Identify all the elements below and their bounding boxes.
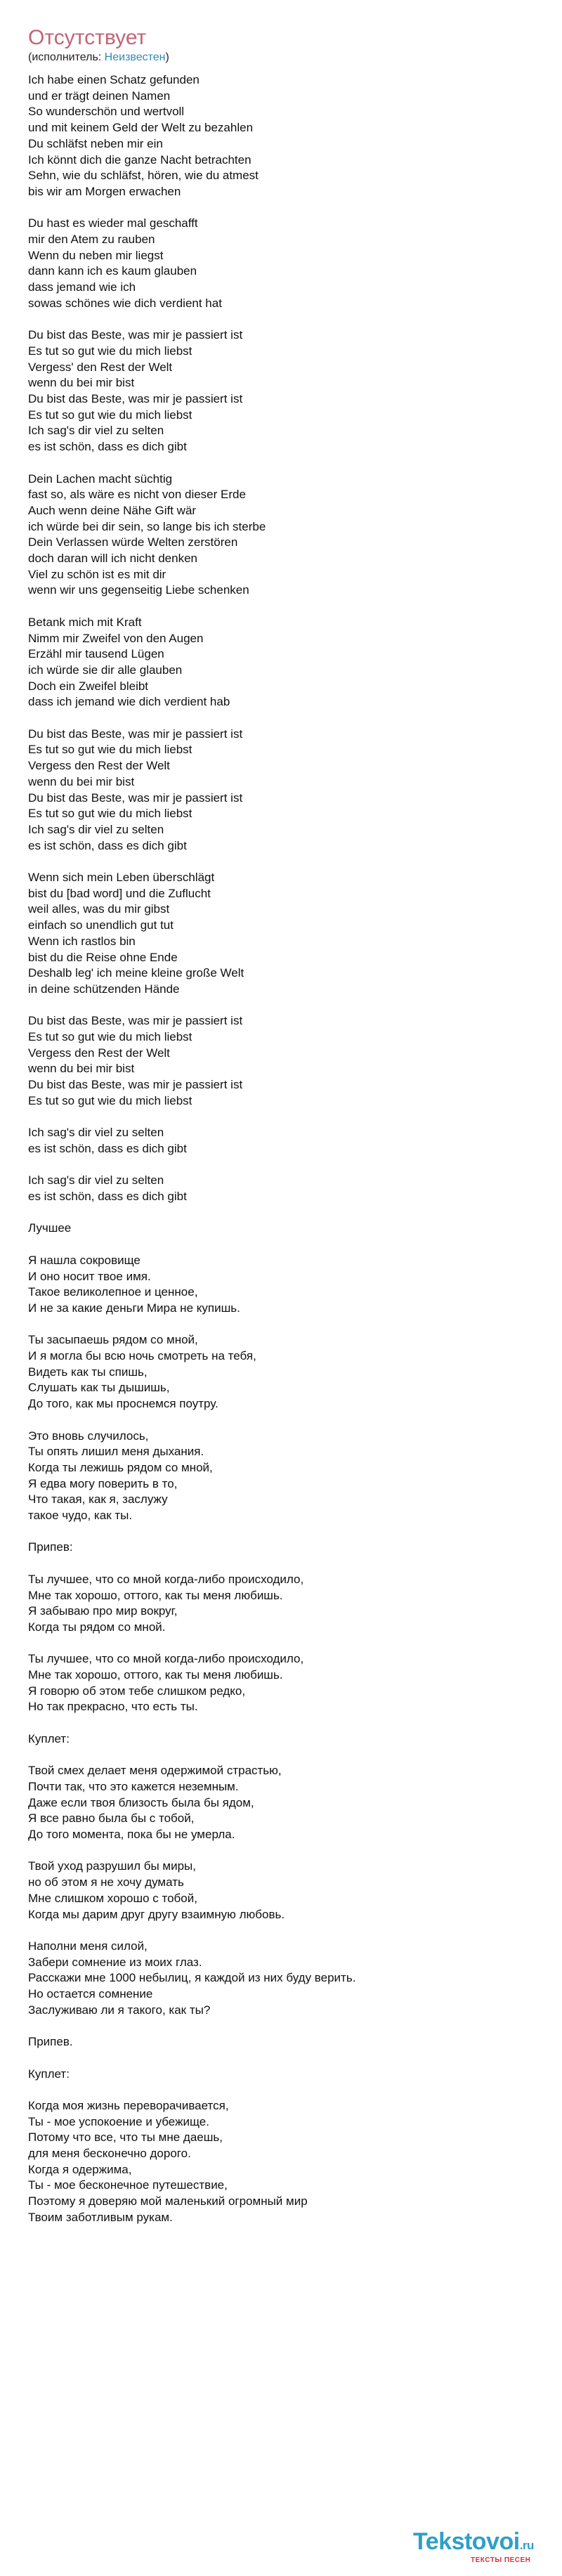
lyrics-stanza <box>28 1253 548 1317</box>
lyrics-line: Sehn, wie du schläfst, hören, wie du atmest <box>28 169 259 183</box>
lyrics-line: Когда ты рядом со мной. <box>28 1620 166 1634</box>
lyrics-line: sowas schönes wie dich verdient hat <box>28 296 222 310</box>
lyrics-stanza <box>28 615 548 710</box>
lyrics-text <box>28 72 548 2242</box>
performer-line <box>28 50 169 65</box>
lyrics-line: Doch ein Zweifel bleibt <box>28 679 149 693</box>
lyrics-line: bist du die Reise ohne Ende <box>28 950 178 964</box>
lyrics-line: Es tut so gut wie du mich liebst <box>28 807 192 821</box>
lyrics-line: und mit keinem Geld der Welt zu bezahlen <box>28 121 254 135</box>
lyrics-line: Vergess den Rest der Welt <box>28 759 170 773</box>
lyrics-line: Dein Verlassen würde Welten zerstören <box>28 535 238 549</box>
lyrics-line: для меня бесконечно дорого. <box>28 2147 191 2161</box>
lyrics-line: wenn du bei mir bist <box>28 376 135 390</box>
lyrics-line: Wenn ich rastlos bin <box>28 934 136 948</box>
lyrics-line: Припев. <box>28 2035 73 2049</box>
lyrics-line: Я едва могу поверить в то, <box>28 1476 178 1490</box>
lyrics-line: Я нашла сокровище <box>28 1253 140 1267</box>
lyrics-line: Ich könnt dich die ganze Nacht betrachten <box>28 152 251 167</box>
lyrics-line: Расскажи мне 1000 небылиц, я каждой из них буду верить. <box>28 1971 356 1985</box>
logo-name: Tekstovoi <box>413 2528 520 2555</box>
lyrics-line: Deshalb leg' ich meine kleine große Welt <box>28 966 244 980</box>
lyrics-stanza <box>28 2098 548 2226</box>
lyrics-line: und er trägt deinen Namen <box>28 89 171 103</box>
lyrics-stanza <box>28 1651 548 1715</box>
lyrics-line: Du bist das Beste, was mir je passiert ist <box>28 1014 243 1028</box>
lyrics-line: Слушать как ты дышишь, <box>28 1381 170 1395</box>
lyrics-line: ich würde sie dir alle glauben <box>28 663 183 677</box>
lyrics-line: fast so, als wäre es nicht von dieser Erde <box>28 488 246 502</box>
lyrics-line: Мне так хорошо, оттого, как ты меня любишь. <box>28 1668 283 1682</box>
lyrics-line: Даже если твоя близость была бы ядом, <box>28 1795 254 1809</box>
lyrics-line: Я говорю об этом тебе слишком редко, <box>28 1684 246 1698</box>
lyrics-line: Ich sag's dir viel zu selten <box>28 822 164 836</box>
lyrics-line: Du bist das Beste, was mir je passiert ist <box>28 791 243 805</box>
lyrics-line: in deine schützenden Hände <box>28 982 180 996</box>
lyrics-line: Ты засыпаешь рядом со мной, <box>28 1333 198 1347</box>
lyrics-line: Es tut so gut wie du mich liebst <box>28 1093 192 1107</box>
lyrics-line: dass ich jemand wie dich verdient hab <box>28 695 230 709</box>
lyrics-line: Vergess' den Rest der Welt <box>28 360 173 374</box>
lyrics-line: mir den Atem zu rauben <box>28 233 155 247</box>
lyrics-line: Что такая, как я, заслужу <box>28 1492 168 1507</box>
lyrics-stanza <box>28 1731 548 1748</box>
lyrics-stanza <box>28 1763 548 1843</box>
lyrics-line: И оно носит твое имя. <box>28 1269 151 1283</box>
lyrics-line: Когда ты лежишь рядом со мной, <box>28 1460 213 1474</box>
lyrics-line: Auch wenn deine Nähe Gift wär <box>28 503 197 517</box>
lyrics-line: Лучшее <box>28 1221 72 1235</box>
lyrics-line: Такое великолепное и ценное, <box>28 1285 198 1299</box>
lyrics-line: Когда мы дарим друг другу взаимную любовь. <box>28 1907 285 1921</box>
lyrics-stanza <box>28 1173 548 1204</box>
logo-wordmark <box>413 2528 534 2556</box>
artist-link[interactable]: Неизвестен <box>104 51 166 63</box>
lyrics-line: Du hast es wieder mal geschafft <box>28 216 198 230</box>
lyrics-line: Ich habe einen Schatz gefunden <box>28 73 200 86</box>
lyrics-stanza <box>28 1429 548 1524</box>
lyrics-line: Nimm mir Zweifel von den Augen <box>28 631 204 645</box>
lyrics-line: Es tut so gut wie du mich liebst <box>28 1030 192 1044</box>
logo-tld: .ru <box>519 2539 534 2552</box>
lyrics-line: Ты лучшее, что со мной когда-либо происходило, <box>28 1572 304 1586</box>
lyrics-stanza <box>28 1013 548 1109</box>
performer-label: (исполнитель: <box>28 51 105 63</box>
lyrics-line: es ist schön, dass es dich gibt <box>28 838 187 852</box>
lyrics-line: So wunderschön und wertvoll <box>28 105 185 119</box>
lyrics-stanza <box>28 471 548 599</box>
lyrics-line: такое чудо, как ты. <box>28 1509 133 1523</box>
lyrics-line: Это вновь случилось, <box>28 1429 149 1443</box>
lyrics-stanza <box>28 1572 548 1636</box>
lyrics-stanza <box>28 216 548 311</box>
lyrics-line: ich würde bei dir sein, so lange bis ich sterbe <box>28 519 266 533</box>
lyrics-line: Мне слишком хорошо с тобой, <box>28 1891 197 1905</box>
lyrics-line: Твой смех делает меня одержимой страстью, <box>28 1764 282 1778</box>
lyrics-line: Я забываю про мир вокруг, <box>28 1604 178 1618</box>
lyrics-line: Куплет: <box>28 1731 70 1745</box>
lyrics-stanza <box>28 727 548 854</box>
lyrics-line: Ich sag's dir viel zu selten <box>28 1126 164 1140</box>
lyrics-line: Du bist das Beste, was mir je passiert ist <box>28 1078 243 1092</box>
site-logo[interactable] <box>413 2528 556 2568</box>
lyrics-line: wenn du bei mir bist <box>28 1062 135 1076</box>
lyrics-stanza <box>28 327 548 455</box>
lyrics-line: Припев: <box>28 1540 73 1554</box>
lyrics-line: Видеть как ты спишь, <box>28 1365 148 1379</box>
lyrics-line: И я могла бы всю ночь смотреть на тебя, <box>28 1349 256 1363</box>
lyrics-line: Dein Lachen macht süchtig <box>28 471 173 486</box>
lyrics-line: Почти так, что это кажется неземным. <box>28 1779 239 1793</box>
lyrics-line: Ты - мое бесконечное путешествие, <box>28 2178 228 2192</box>
lyrics-line: но об этом я не хочу думать <box>28 1875 184 1889</box>
lyrics-line: Но остается сомнение <box>28 1987 153 2001</box>
lyrics-line: Es tut so gut wie du mich liebst <box>28 743 192 757</box>
lyrics-line: Ты опять лишил меня дыхания. <box>28 1445 204 1459</box>
lyrics-line: Твоим заботливым рукам. <box>28 2210 173 2224</box>
lyrics-line: Ты лучшее, что со мной когда-либо происходило, <box>28 1652 304 1666</box>
lyrics-line: Ich sag's dir viel zu selten <box>28 424 164 438</box>
lyrics-line: dass jemand wie ich <box>28 280 136 294</box>
lyrics-line: Es tut so gut wie du mich liebst <box>28 408 192 422</box>
lyrics-line: Куплет: <box>28 2067 70 2081</box>
lyrics-stanza <box>28 72 548 200</box>
lyrics-line: Wenn du neben mir liegst <box>28 248 164 262</box>
lyrics-stanza <box>28 1939 548 2019</box>
lyrics-line: Du schläfst neben mir ein <box>28 136 163 150</box>
lyrics-line: Du bist das Beste, was mir je passiert ist <box>28 392 243 406</box>
lyrics-line: Du bist das Beste, was mir je passiert ist <box>28 727 243 741</box>
lyrics-line: Потому что все, что ты мне даешь, <box>28 2131 223 2145</box>
lyrics-line: Но так прекрасно, что есть ты. <box>28 1700 198 1714</box>
lyrics-line: До того момента, пока бы не умерла. <box>28 1828 235 1842</box>
lyrics-line: bist du [bad word] und die Zuflucht <box>28 886 211 900</box>
lyrics-line: Когда я одержима, <box>28 2162 132 2176</box>
performer-close: ) <box>165 51 169 63</box>
lyrics-line: И не за какие деньги Мира не купишь. <box>28 1301 240 1315</box>
lyrics-line: До того, как мы проснемся поутру. <box>28 1397 218 1411</box>
lyrics-stanza <box>28 1332 548 1412</box>
lyrics-line: Wenn sich mein Leben überschlägt <box>28 871 215 885</box>
lyrics-line: Твой уход разрушил бы миры, <box>28 1859 196 1873</box>
lyrics-line: Du bist das Beste, was mir je passiert ist <box>28 328 243 342</box>
lyrics-stanza <box>28 1859 548 1923</box>
lyrics-line: Es tut so gut wie du mich liebst <box>28 344 192 358</box>
lyrics-line: bis wir am Morgen erwachen <box>28 184 181 198</box>
lyrics-line: es ist schön, dass es dich gibt <box>28 440 187 454</box>
lyrics-line: dann kann ich es kaum glauben <box>28 264 197 278</box>
lyrics-line: es ist schön, dass es dich gibt <box>28 1190 187 1204</box>
lyrics-line: weil alles, was du mir gibst <box>28 902 170 916</box>
lyrics-stanza <box>28 1125 548 1157</box>
lyrics-line: Наполни меня силой, <box>28 1939 148 1953</box>
lyrics-line: wenn wir uns gegenseitig Liebe schenken <box>28 583 249 597</box>
lyrics-line: doch daran will ich nicht denken <box>28 552 197 566</box>
lyrics-line: es ist schön, dass es dich gibt <box>28 1141 187 1155</box>
lyrics-line: Мне так хорошо, оттого, как ты меня любишь. <box>28 1588 283 1602</box>
lyrics-line: Erzähl mir tausend Lügen <box>28 647 164 661</box>
lyrics-line: einfach so unendlich gut tut <box>28 918 174 932</box>
lyrics-stanza <box>28 870 548 998</box>
lyrics-line: Поэтому я доверяю мой маленький огромный мир <box>28 2194 308 2209</box>
lyrics-stanza <box>28 1221 548 1237</box>
lyrics-line: Забери сомнение из моих глаз. <box>28 1955 202 1969</box>
lyrics-line: Когда моя жизнь переворачивается, <box>28 2098 229 2112</box>
logo-tagline: ТЕКСТЫ ПЕСЕН <box>471 2556 531 2564</box>
lyrics-line: Ich sag's dir viel zu selten <box>28 1173 164 1188</box>
lyrics-line: Я все равно была бы с тобой, <box>28 1811 195 1826</box>
lyrics-line: Vergess den Rest der Welt <box>28 1046 170 1060</box>
lyrics-stanza <box>28 1540 548 1556</box>
lyrics-stanza <box>28 2067 548 2083</box>
lyrics-line: Betank mich mit Kraft <box>28 615 142 629</box>
lyrics-line: Заслуживаю ли я такого, как ты? <box>28 2003 211 2017</box>
lyrics-stanza <box>28 2034 548 2050</box>
song-title: Отсутствует <box>28 26 147 49</box>
lyrics-line: wenn du bei mir bist <box>28 774 135 788</box>
lyrics-line: Viel zu schön ist es mit dir <box>28 567 166 581</box>
lyrics-line: Ты - мое успокоение и убежище. <box>28 2114 209 2128</box>
